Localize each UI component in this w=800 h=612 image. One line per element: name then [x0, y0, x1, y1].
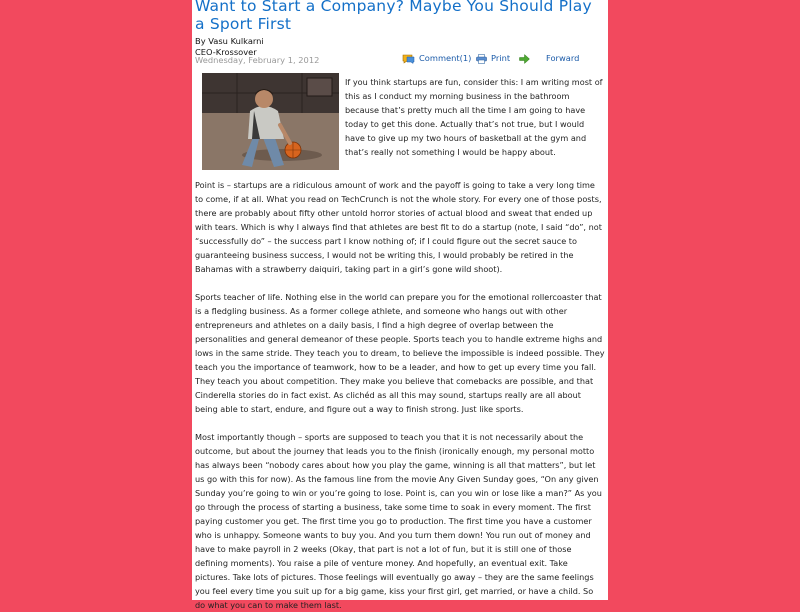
- author-photo: [202, 73, 339, 170]
- print-button[interactable]: [476, 53, 510, 64]
- comment-label: Comment(1): [419, 53, 472, 63]
- forward-button[interactable]: [519, 53, 579, 64]
- paragraph-3: Sports teacher of life. Nothing else in the world can prepare you for the emotional rollercoaster that is a fledgling business. As a former college athlete, and someone who hangs out with other entrepreneurs and athletes on a daily basis, I find a high degree of overlap between the personalities and general demeanor of these people. Sports teach you to handle extreme highs and lows in the same stride. They teach you to dream, to believe the impossible is indeed possible. They teach you the importance of teamwork, how to be a leader, and how to get up every time you fall. They teach you about competition. They make you believe that comebacks are possible, and that Cinderella stories do in fact exist. As clichéd as all this may sound, startups really are all about being able to start, endure, and figure out a way to finish strong. Just like sports.: [195, 292, 605, 414]
- author-role: CEO-Krossover: [195, 47, 257, 57]
- author-name: By Vasu Kulkarni: [195, 36, 264, 46]
- publish-date: Wednesday, February 1, 2012: [195, 55, 320, 65]
- forward-label: Forward: [546, 53, 580, 63]
- paragraph-2: Point is – startups are a ridiculous amount of work and the payoff is going to take a very long time to come, if at all. What you read on TechCrunch is not the whole story. For every one of those posts, there are probably about fifty other untold horror stories of actual blood and sweat that ended up with tears. Which is why I always find that athletes are best fit to do a startup (note, I said “do”, not “successfully do” – the success part I know nothing of; if I could figure out the secret sauce to guaranteeing business success, I would not be writing this, I would probably be retired in the Bahamas with a strawberry daiquiri, taking part in a girl’s gone wild shoot).: [195, 180, 602, 274]
- article-page: [192, 0, 608, 610]
- paragraph-4: Most importantly though – sports are supposed to teach you that it is not necessarily about the outcome, but about the journey that leads you to the finish (ironically enough, my personal motto has always been “nobody cares about how you play the game, winning is all that matters”, but let us go with this for now). As the famous line from the movie Any Given Sunday goes, “On any given Sunday you’re going to win or you’re going to lose. Point is, can you win or lose like a man?” As you go through the process of starting a business, take some time to soak in every moment. The first paying customer you get. The first time you go to production. The first time you have a customer who is unhappy. Someone wants to buy you. And you turn them down! You run out of money and have to make payroll in 2 weeks (Okay, that part is not a lot of fun, but it is still one of those defining moments). You raise a pile of venture money. And hopefully, an eventual exit. Take pictures. Take lots of pictures. Those feelings will eventually go away – they are the same feelings you feel every time you suit up for a big game, kiss your first girl, get married, or have a child. So do what you can to make them last.: [195, 432, 602, 610]
- comment-icon: [402, 54, 415, 64]
- comment-button[interactable]: [402, 53, 471, 64]
- article-title: Want to Start a Company? Maybe You Should Play a Sport First: [195, 0, 592, 33]
- forward-arrow-icon: [519, 54, 530, 64]
- paragraph-1: If you think startups are fun, consider this: I am writing most of this as I conduct my morning business in the bathroom because that’s pretty much all the time I am going to have today to get this done. Actually that’s not true, but I would have to give up my two hours of basketball at the gym and that’s really not something I would be happy about.: [345, 77, 603, 157]
- printer-icon: [476, 54, 487, 64]
- print-label: Print: [491, 53, 511, 63]
